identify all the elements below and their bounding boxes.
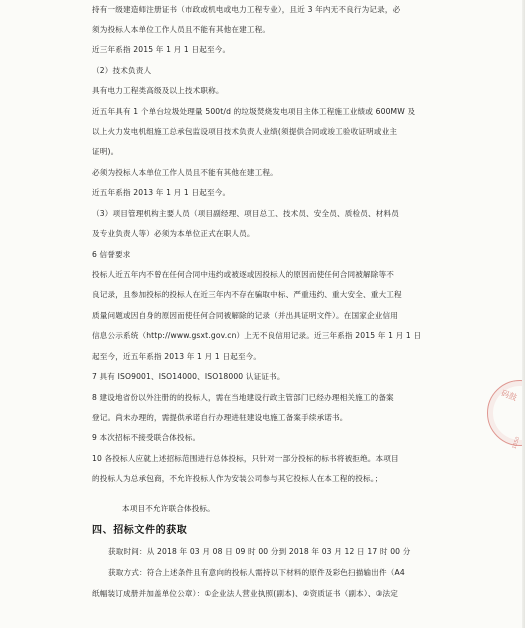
text-line: 获取方式：符合上述条件且有意向的投标人需持以下材料的原件及彩色扫描输出件（A4 [108, 568, 405, 577]
text-line: 必须为投标人本单位工作人员且不能有其他在建工程。 [92, 168, 278, 177]
section-title: 6 信誉要求 [92, 250, 131, 259]
text-line: 及专业负责人等）必须为本单位正式在职人员。 [92, 229, 255, 238]
text-line: 以上火力发电机组施工总承包监设项目技术负责人业绩(须提供合同或竣工验收证明或业主 [92, 127, 398, 136]
text-line: 信息公示系统（http://www.gsxt.gov.cn）上无不良信用记录。近三年系指 2015 年 1 月 1 日 [92, 331, 422, 340]
text-line: 近五年系指 2013 年 1 月 1 日起至今。 [92, 188, 231, 197]
text-line: （2）技术负责人 [92, 66, 152, 75]
text-line: 10 各投标人应就上述招标范围进行总体投标，只针对一部分投标的标书将被拒绝。本项目 [92, 454, 399, 463]
text-line: 获取时间：从 2018 年 03 月 08 日 09 时 00 分到 2018 年 03 月 12 日 17 时 00 分 [108, 547, 411, 556]
section-heading: 四、招标文件的获取 [92, 525, 188, 536]
text-line: 近五年具有 1 个单台垃圾处理量 500t/d 的垃圾焚烧发电项目主体工程施工业绩或 600MW 及 [92, 107, 416, 116]
text-line: 证明)。 [92, 147, 119, 156]
text-line: 9 本次招标不接受联合体投标。 [92, 433, 201, 442]
text-line: 8 建设地省份以外注册的的投标人，需在当地建设行政主管部门已经办理相关施工的备案 [92, 393, 394, 402]
text-line: 起至今，近五年系指 2013 年 1 月 1 日起至今。 [92, 352, 262, 361]
seal-stamp-text: 码鼓 [499, 388, 519, 403]
text-line: 本项目不允许联合体投标。 [122, 504, 215, 513]
text-line: 7 具有 ISO9001、ISO14000、ISO18000 认证证书。 [92, 372, 285, 381]
text-line: 须为投标人本单位工作人员且不能有其他在建工程。 [92, 25, 271, 34]
text-line: 的投标人为总承包商，不允许投标人作为安装公司参与其它投标人在本工程的投标。； [92, 474, 383, 483]
text-line: 纸幅装订成册并加盖单位公章）：①企业法人营业执照(副本)、②资质证书（副本）、③法定 [92, 589, 399, 598]
seal-stamp-number: 1050 [511, 435, 522, 451]
text-line: 登记。尚未办理的，需提供承诺自行办理进驻建设电施工备案手续承诺书。 [92, 413, 348, 422]
text-line: 良记录，且参加投标的投标人在近三年内不存在骗取中标、严重违约、重大安全、重大工程 [92, 290, 402, 299]
text-line: 近三年系指 2015 年 1 月 1 日起至今。 [92, 45, 231, 54]
text-line: 投标人近五年内不曾在任何合同中违约或被逐或因投标人的原因而使任何合同被解除等不 [92, 270, 395, 279]
text-line: （3）项目管理机构主要人员（项目副经理、项目总工、技术员、安全员、质检员、材料员 [92, 209, 399, 218]
text-line: 具有电力工程类高级及以上技术职称。 [92, 86, 224, 95]
text-line: 质量问题或因自身的原因而使任何合同被解除的记录（并出具证明文件）。在国家企业信用 [92, 311, 398, 320]
text-line: 持有一级建造师注册证书（市政或机电或电力工程专业），且近 3 年内无不良行为记录，必 [92, 5, 401, 14]
